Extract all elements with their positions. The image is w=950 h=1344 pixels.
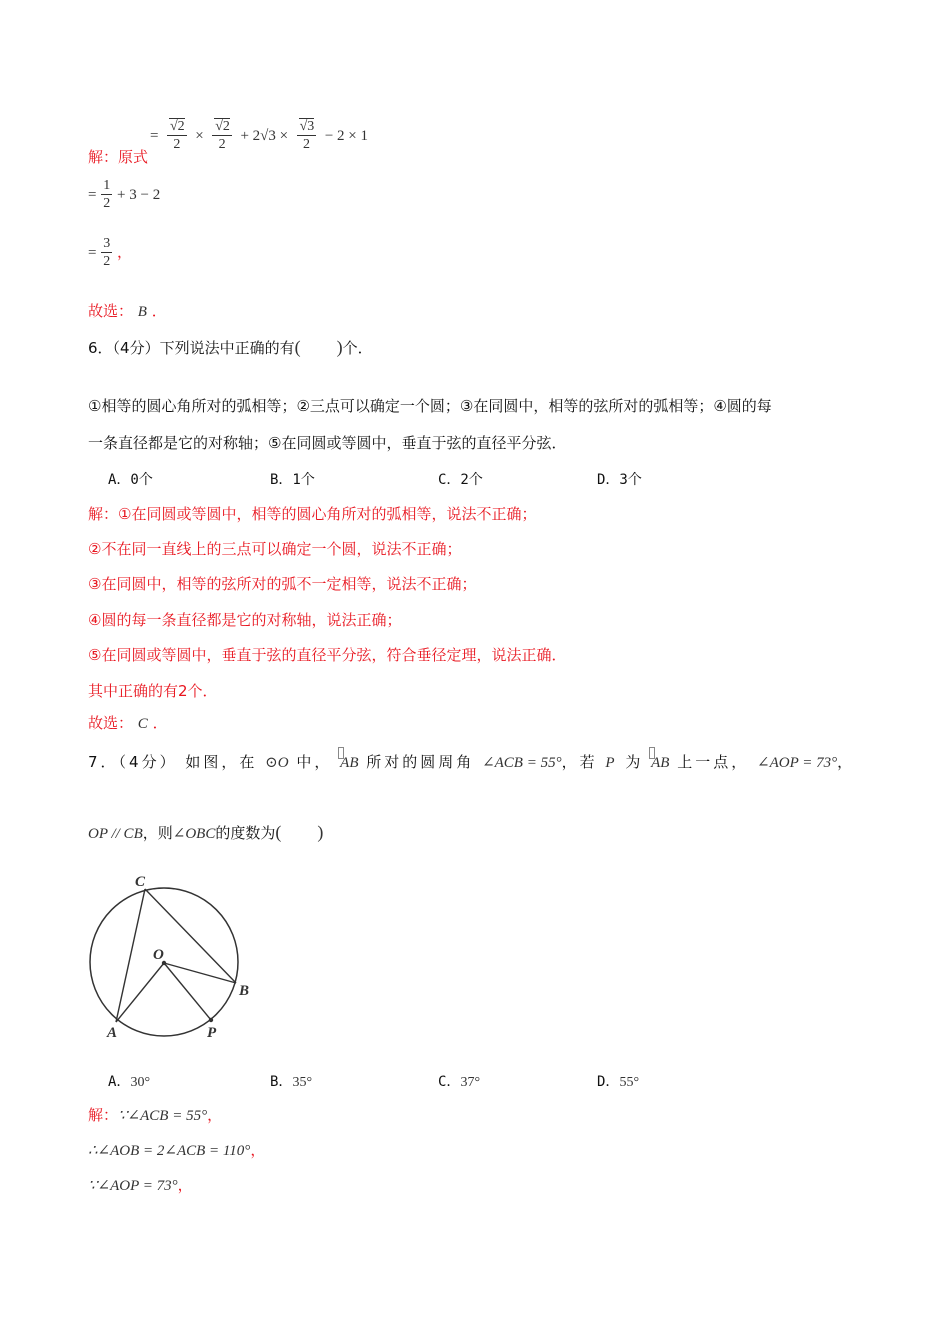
angle-acb: ∠ACB = 55° [482, 755, 562, 771]
solution-comma: ， [177, 1176, 193, 1194]
circle-figure [80, 868, 260, 1048]
q6-statements-line2: 一条直径都是它的对称轴；⑤在同圆或等圆中，垂直于弦的直径平分弦． [88, 434, 567, 452]
q6-solution-5: ⑤在同圆或等圆中，垂直于弦的直径平分弦，符合垂径定理，说法正确． [88, 646, 567, 664]
angle-obc: ∠OBC [172, 826, 216, 842]
q5-solution-label: 解：原式 [88, 148, 149, 166]
q5-line1: = $\frac{√2}{2}$ × $\frac{√2}{2}$ + 2√3 × $\frac{√3}{2}$ − 2 × 1 [150, 119, 369, 152]
answer-letter: B [137, 304, 147, 320]
q6-stem [88, 337, 373, 358]
answer-label: 故选： [88, 714, 134, 732]
choice-value: 30° [130, 1075, 151, 1090]
q7-stem-line1 [88, 751, 855, 772]
point-p: P [605, 755, 618, 771]
q5-line3: = $\frac{3}{2}$ ， [88, 236, 133, 269]
q6-score: （4分） [112, 339, 160, 357]
label-p: P [207, 1025, 217, 1041]
label-c: C [135, 874, 146, 890]
q6-answer [88, 712, 168, 733]
q7-text: 中， [296, 753, 333, 771]
chord-ca [116, 889, 145, 1022]
radius-ob [164, 963, 236, 983]
choice-letter: C． [438, 1074, 461, 1090]
q6-choice-a: A．0个 [108, 472, 153, 488]
q7-choice-c [438, 1071, 480, 1091]
q7-text: 所对的圆周角 [366, 753, 475, 771]
point-p-dot [209, 1018, 213, 1022]
solution-comma: ， [207, 1106, 223, 1124]
q7-text: 为 [625, 753, 644, 771]
q6-choice-b: B．1个 [270, 472, 315, 488]
answer-letter: C [137, 716, 148, 732]
blank-paren: ( ) [294, 337, 343, 357]
q7-choice-a [108, 1071, 150, 1091]
label-a: A [107, 1025, 118, 1041]
q6-solution-2: ②不在同一直线上的三点可以确定一个圆，说法不正确； [88, 540, 462, 558]
q7-choice-d [597, 1071, 639, 1091]
q5-answer [88, 300, 167, 321]
label-o: O [153, 947, 164, 963]
solution-math: ∵∠ACB = 55° [118, 1108, 208, 1124]
circle-o: ⊙O [265, 755, 289, 771]
q6-solution-1: 解：①在同圆或等圆中，相等的圆心角所对的弧相等，说法不正确； [88, 505, 537, 523]
q7-text: 的度数为 [215, 824, 276, 842]
q6-choice-c: C．2个 [438, 472, 483, 488]
solution-comma: ， [250, 1141, 266, 1159]
q7-choice-b [270, 1071, 312, 1091]
choice-value: 35° [292, 1075, 313, 1090]
q6-solution-6: 其中正确的有2个． [88, 682, 218, 700]
choice-value: 55° [619, 1075, 640, 1090]
blank-paren: ( ) [275, 822, 324, 842]
radius-op [164, 963, 211, 1020]
radius-oa [116, 963, 164, 1022]
answer-label: 故选： [88, 302, 134, 320]
q5-comma: ， [117, 243, 133, 261]
q6-solution-3: ③在同圆中，相等的弦所对的弧不一定相等，说法不正确； [88, 575, 477, 593]
q7-solution-2 [88, 1139, 265, 1160]
q7-solution-1 [88, 1104, 222, 1125]
answer-period: ． [152, 714, 168, 732]
q5-line2: = $\frac{1}{2}$ + 3 − 2 [88, 178, 161, 211]
answer-period: ． [151, 302, 167, 320]
angle-aop: ∠AOP = 73° [757, 755, 838, 771]
q7-text: ，若 [561, 753, 598, 771]
q7-number: 7． [88, 753, 119, 771]
arc-ab: AB [651, 755, 670, 771]
q6-stem-before: 下列说法中正确的有 [159, 339, 295, 357]
choice-letter: A． [108, 1074, 131, 1090]
q6-number: 6． [88, 339, 113, 357]
solution-prefix: 解： [88, 1106, 119, 1124]
q7-text: 如图，在 [185, 753, 258, 771]
q7-text: 上一点， [677, 753, 750, 771]
choice-letter: B． [270, 1074, 293, 1090]
arc-ab: AB [340, 755, 359, 771]
q7-stem-line2 [88, 822, 323, 843]
solution-math: ∴∠AOB = 2∠ACB = 110° [88, 1143, 251, 1159]
label-b: B [239, 983, 250, 999]
q6-statements-line1: ①相等的圆心角所对的弧相等；②三点可以确定一个圆；③在同圆中，相等的弦所对的弧相等；④圆的每 [88, 397, 772, 415]
q7-text: ， [837, 753, 856, 771]
q7-solution-3 [88, 1174, 193, 1195]
q7-score: （4分） [118, 753, 178, 771]
q6-solution-4: ④圆的每一条直径都是它的对称轴，说法正确； [88, 611, 402, 629]
q7-text: ，则 [142, 824, 173, 842]
choice-value: 37° [460, 1075, 481, 1090]
q6-choice-d: D．3个 [597, 472, 642, 488]
solution-math: ∵∠AOP = 73° [88, 1178, 178, 1194]
op-parallel-cb: OP // CB [88, 826, 143, 842]
q6-stem-after: 个． [342, 339, 373, 357]
choice-letter: D． [597, 1074, 620, 1090]
